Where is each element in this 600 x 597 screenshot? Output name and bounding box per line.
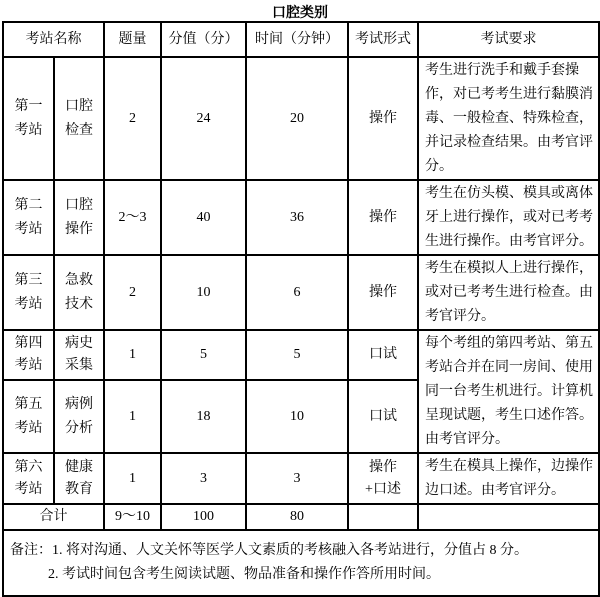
time-cell: 6 — [246, 255, 348, 330]
total-count: 9～10 — [104, 504, 161, 530]
form-cell: 操作 — [348, 180, 418, 255]
table-row — [3, 330, 599, 380]
count-cell: 2～3 — [104, 180, 161, 255]
empty-cell — [348, 504, 418, 530]
time-cell: 20 — [246, 57, 348, 180]
count-cell: 1 — [104, 330, 161, 380]
score-cell: 5 — [161, 330, 246, 380]
time-cell: 3 — [246, 453, 348, 504]
empty-cell — [418, 504, 599, 530]
time-cell: 36 — [246, 180, 348, 255]
exam-table — [2, 21, 600, 597]
form-cell: 操作+口述 — [348, 453, 418, 504]
table-row — [3, 453, 599, 504]
total-label: 合计 — [3, 504, 104, 530]
name-cell: 急救技术 — [54, 255, 104, 330]
requirement-cell: 考生在模拟人上进行操作，或对已考考生进行检查。由考官评分。 — [418, 255, 599, 330]
notes-row — [3, 530, 599, 596]
note-line-2: 2. 考试时间包含考生阅读试题、物品准备和操作作答所用时间。 — [48, 567, 440, 582]
form-cell: 操作 — [348, 255, 418, 330]
name-cell: 健康教育 — [54, 453, 104, 504]
name-cell: 口腔检查 — [54, 57, 104, 180]
header-time: 时间（分钟） — [246, 22, 348, 57]
table-row — [3, 57, 599, 180]
requirement-cell: 考生在模具上操作，边操作边口述。由考官评分。 — [418, 453, 599, 504]
header-requirement: 考试要求 — [418, 22, 599, 57]
table-title: 口腔类别 — [272, 4, 328, 20]
score-cell: 3 — [161, 453, 246, 504]
time-cell: 5 — [246, 330, 348, 380]
requirement-cell: 考生在仿头模、模具或离体牙上进行操作，或对已考考生进行操作。由考官评分。 — [418, 180, 599, 255]
score-cell: 24 — [161, 57, 246, 180]
header-count: 题量 — [104, 22, 161, 57]
requirement-cell: 考生进行洗手和戴手套操作，对已考考生进行黏膜消毒、一般检查、特殊检查，并记录检查结果。由考官评分。 — [418, 57, 599, 180]
header-form: 考试形式 — [348, 22, 418, 57]
name-cell: 病例分析 — [54, 380, 104, 453]
form-cell: 口试 — [348, 380, 418, 453]
station-cell: 第一考站 — [3, 57, 54, 180]
score-cell: 40 — [161, 180, 246, 255]
form-cell: 操作 — [348, 57, 418, 180]
station-cell: 第五考站 — [3, 380, 54, 453]
header-score: 分值（分） — [161, 22, 246, 57]
station-cell: 第三考站 — [3, 255, 54, 330]
station-cell: 第六考站 — [3, 453, 54, 504]
table-row — [3, 255, 599, 330]
score-cell: 18 — [161, 380, 246, 453]
count-cell: 2 — [104, 255, 161, 330]
station-cell: 第二考站 — [3, 180, 54, 255]
header-row — [3, 22, 599, 57]
total-time: 80 — [246, 504, 348, 530]
count-cell: 1 — [104, 380, 161, 453]
form-cell: 口试 — [348, 330, 418, 380]
station-cell: 第四考站 — [3, 330, 54, 380]
time-cell: 10 — [246, 380, 348, 453]
notes-cell — [3, 530, 599, 596]
total-score: 100 — [161, 504, 246, 530]
total-row — [3, 504, 599, 530]
requirement-cell: 每个考组的第四考站、第五考站合并在同一房间、使用同一台考生机进行。计算机呈现试题，考生口述作答。由考官评分。 — [418, 330, 599, 453]
count-cell: 1 — [104, 453, 161, 504]
header-station-name: 考站名称 — [3, 22, 104, 57]
score-cell: 10 — [161, 255, 246, 330]
note-line-1: 备注：1. 将对沟通、人文关怀等医学人文素质的考核融入各考站进行，分值占 8 分。 — [10, 543, 528, 558]
count-cell: 2 — [104, 57, 161, 180]
name-cell: 病史采集 — [54, 330, 104, 380]
table-row — [3, 180, 599, 255]
name-cell: 口腔操作 — [54, 180, 104, 255]
